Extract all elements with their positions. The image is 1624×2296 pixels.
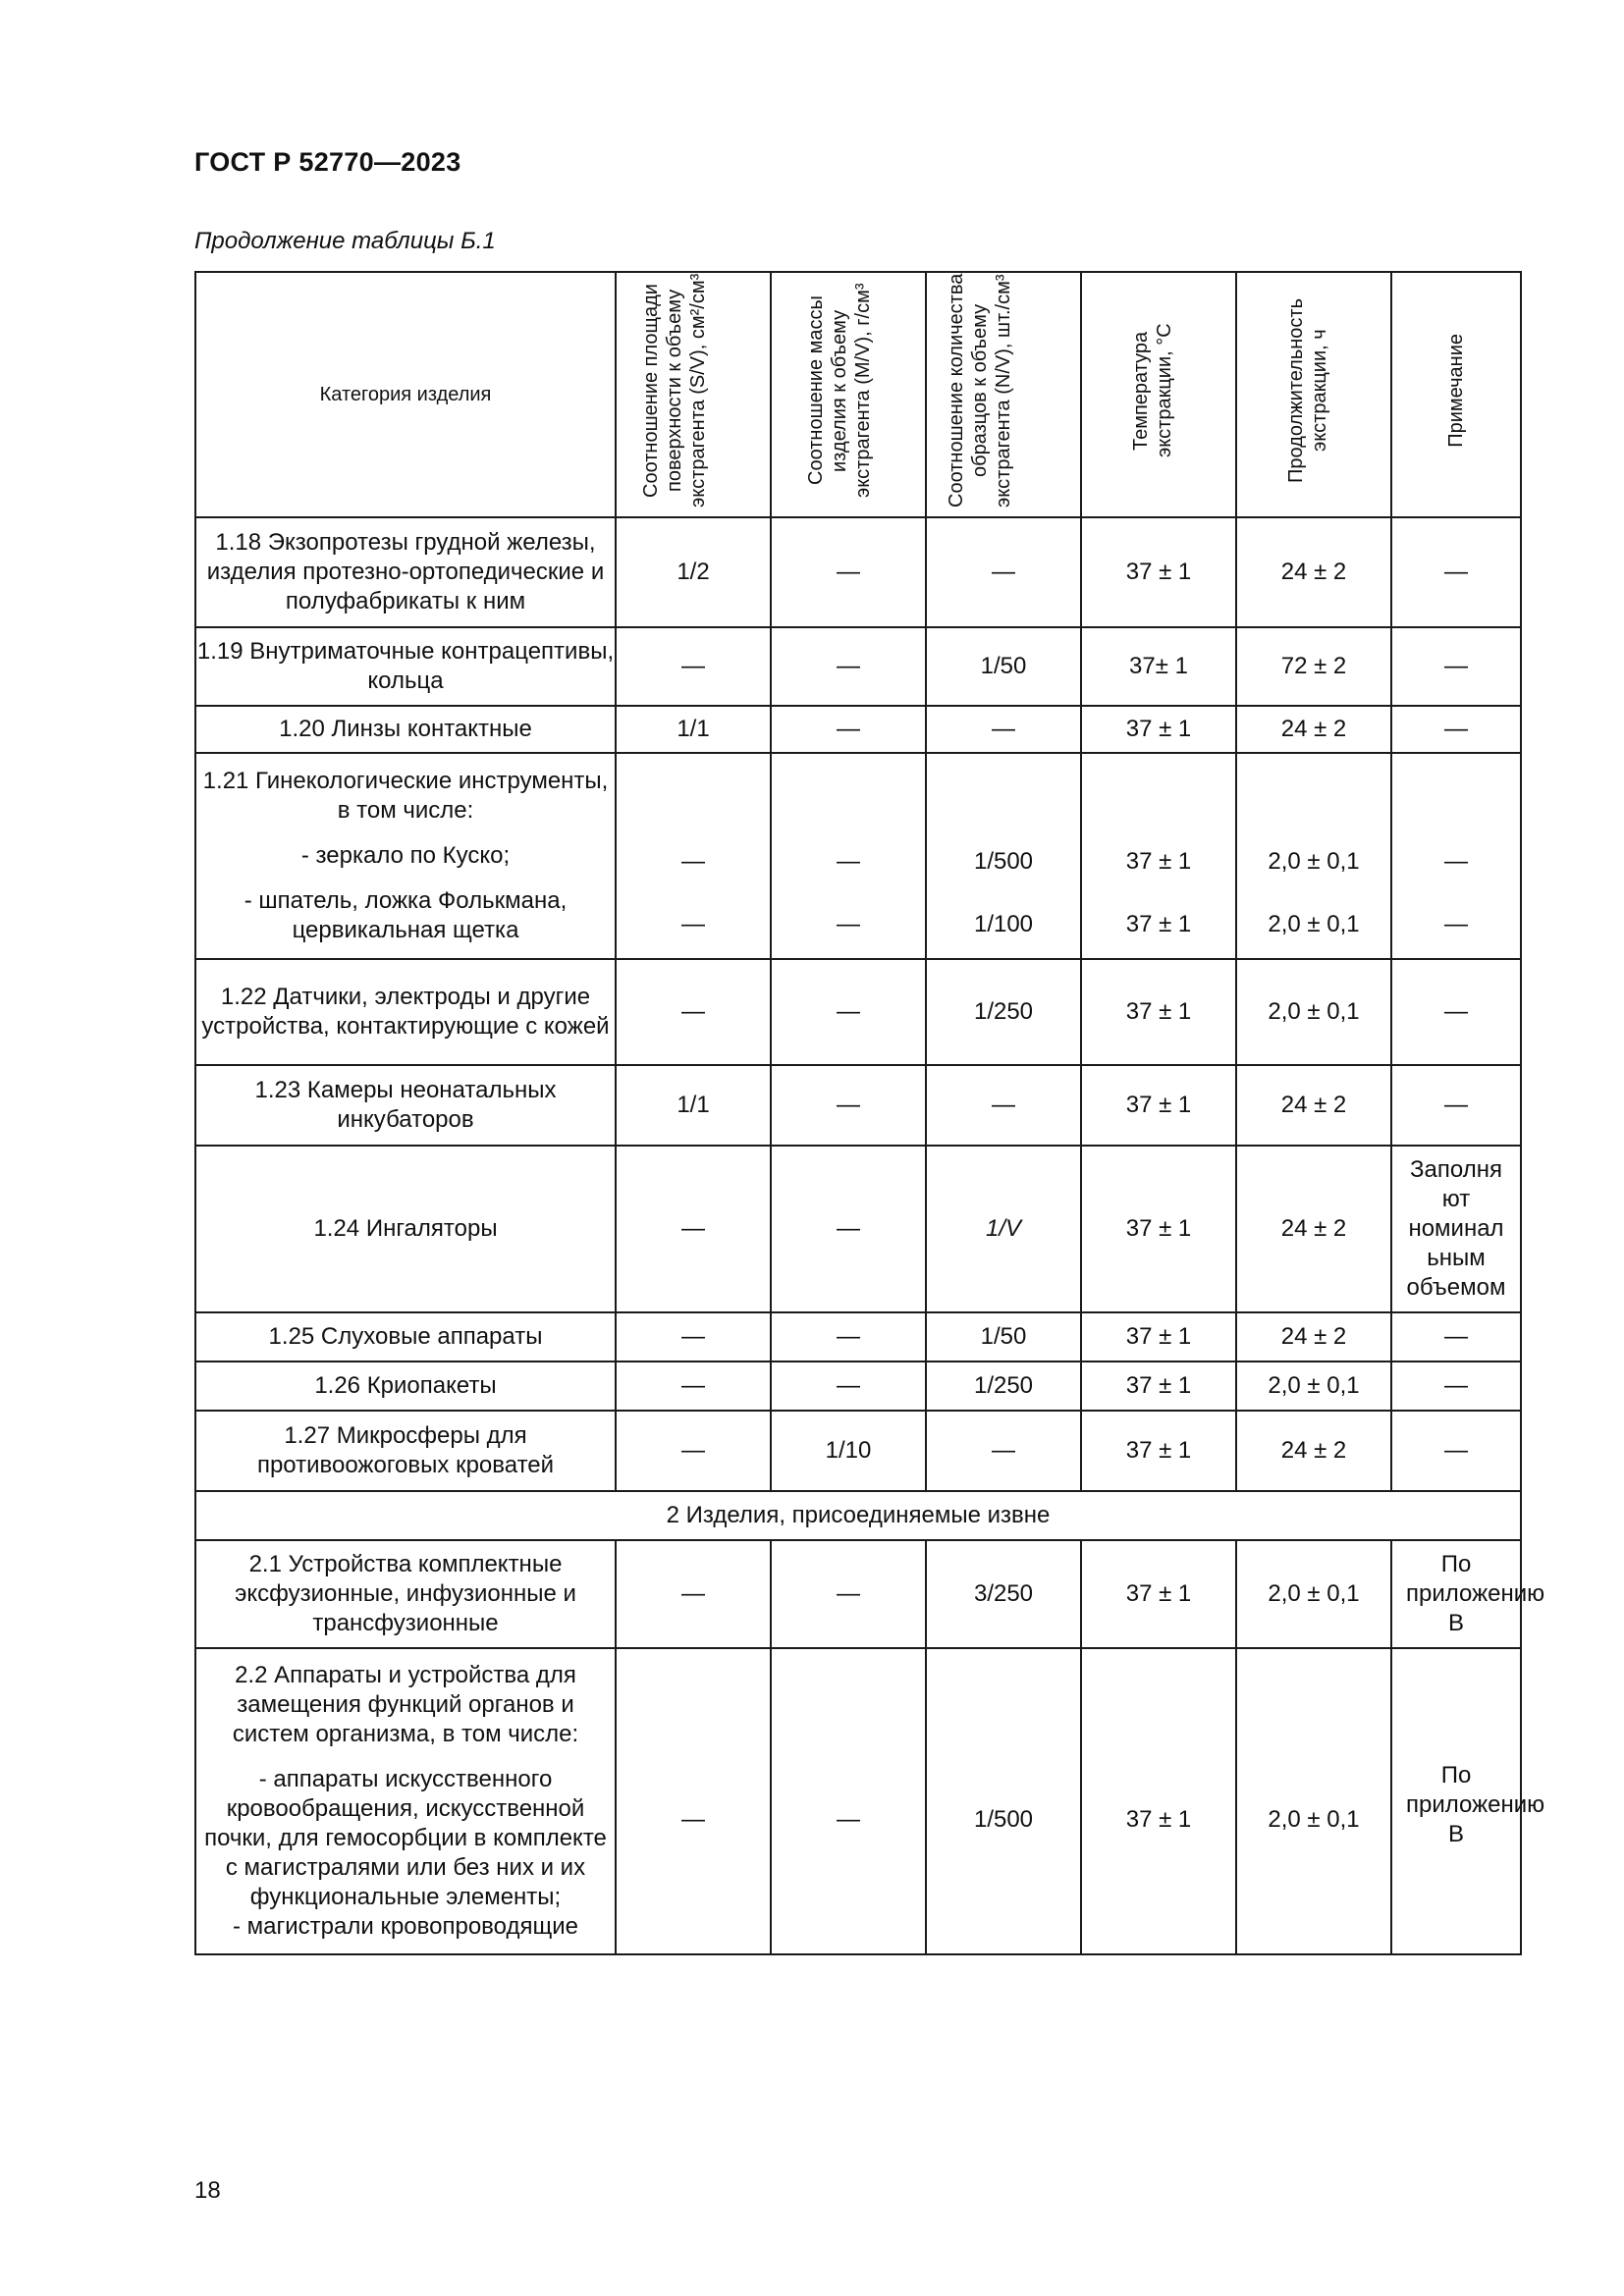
table-row bbox=[195, 1362, 1521, 1411]
dur-value: 2,0 ± 0,1 bbox=[1268, 848, 1360, 875]
sv-cell: — bbox=[616, 627, 771, 706]
sv-cell: 1/1 bbox=[616, 1065, 771, 1146]
category-cell: 1.23 Камеры неонатальных инкубаторов bbox=[195, 1065, 616, 1146]
note-cell: — bbox=[1391, 1411, 1521, 1491]
category-cell bbox=[195, 1648, 616, 1954]
sv-cell: — bbox=[616, 1362, 771, 1411]
table-header-row bbox=[195, 272, 1521, 517]
temp-cell: 37± 1 bbox=[1081, 627, 1236, 706]
sv-cell: — bbox=[616, 1312, 771, 1362]
nv-cell: — bbox=[926, 706, 1081, 753]
col-header-dur bbox=[1236, 272, 1391, 517]
sv-cell: — bbox=[616, 1146, 771, 1312]
note-value: — bbox=[1444, 848, 1468, 875]
sv-cell bbox=[616, 753, 771, 959]
category-subitem: - магистрали кровопроводящие bbox=[233, 1913, 578, 1940]
table-row bbox=[195, 706, 1521, 753]
dur-cell: 24 ± 2 bbox=[1236, 1312, 1391, 1362]
note-cell: — bbox=[1391, 627, 1521, 706]
mv-value: — bbox=[837, 848, 860, 875]
table-caption: Продолжение таблицы Б.1 bbox=[194, 228, 496, 254]
sv-cell: — bbox=[616, 1411, 771, 1491]
note-cell: — bbox=[1391, 517, 1521, 627]
mv-cell: — bbox=[771, 1065, 926, 1146]
category-cell: 1.27 Микросферы для противоожоговых кроватей bbox=[195, 1411, 616, 1491]
col-header-temp-text: Температура экстракции, °С bbox=[1130, 323, 1175, 458]
dur-cell: 2,0 ± 0,1 bbox=[1236, 1540, 1391, 1648]
temp-cell: 37 ± 1 bbox=[1081, 1411, 1236, 1491]
nv-cell: 1/50 bbox=[926, 1312, 1081, 1362]
extraction-table bbox=[194, 271, 1545, 1955]
mv-cell: — bbox=[771, 1146, 926, 1312]
note-cell: — bbox=[1391, 706, 1521, 753]
mv-cell: — bbox=[771, 1540, 926, 1648]
mv-cell: — bbox=[771, 1648, 926, 1954]
mv-cell: — bbox=[771, 517, 926, 627]
nv-cell: 1/500 bbox=[926, 1648, 1081, 1954]
nv-cell: 1/50 bbox=[926, 627, 1081, 706]
dur-cell: 2,0 ± 0,1 bbox=[1236, 959, 1391, 1065]
nv-cell: 1/250 bbox=[926, 959, 1081, 1065]
sv-value: — bbox=[681, 911, 705, 937]
nv-value: 1/100 bbox=[973, 911, 1034, 937]
col-header-mv bbox=[771, 272, 926, 517]
table-row bbox=[195, 1065, 1521, 1146]
table-row bbox=[195, 1146, 1521, 1312]
table-row bbox=[195, 959, 1521, 1065]
col-header-dur-text: Продолжительность экстракции, ч bbox=[1285, 298, 1330, 483]
category-text: 1.21 Гинекологические инструменты, в том числе: bbox=[202, 768, 609, 824]
col-header-note bbox=[1391, 272, 1521, 517]
note-cell: Заполняют номинальным объемом bbox=[1391, 1146, 1521, 1312]
note-cell: — bbox=[1391, 1065, 1521, 1146]
col-header-note-text: Примечание bbox=[1445, 334, 1467, 448]
temp-cell: 37 ± 1 bbox=[1081, 517, 1236, 627]
sv-cell: — bbox=[616, 1540, 771, 1648]
dur-cell bbox=[1236, 753, 1391, 959]
table-row bbox=[195, 1312, 1521, 1362]
note-cell: По приложению В bbox=[1391, 1540, 1521, 1648]
temp-cell: 37 ± 1 bbox=[1081, 959, 1236, 1065]
dur-cell: 24 ± 2 bbox=[1236, 517, 1391, 627]
temp-value: 37 ± 1 bbox=[1125, 911, 1192, 937]
note-cell: — bbox=[1391, 1362, 1521, 1411]
category-cell: 2.1 Устройства комплектные эксфузионные, инфузионные и трансфузионные bbox=[195, 1540, 616, 1648]
dur-cell: 24 ± 2 bbox=[1236, 706, 1391, 753]
col-header-sv-text: Соотношение площади поверхности к объему экстрагента (S/V), см²/см³ bbox=[640, 273, 709, 508]
note-cell: — bbox=[1391, 1312, 1521, 1362]
sv-cell: 1/2 bbox=[616, 517, 771, 627]
dur-cell: 24 ± 2 bbox=[1236, 1065, 1391, 1146]
category-cell: 1.24 Ингаляторы bbox=[195, 1146, 616, 1312]
dur-cell: 24 ± 2 bbox=[1236, 1411, 1391, 1491]
table-row bbox=[195, 1540, 1521, 1648]
mv-cell: — bbox=[771, 706, 926, 753]
category-subitem: - шпатель, ложка Фолькмана, цервикальная щетка bbox=[244, 887, 568, 943]
col-header-mv-text: Соотношение массы изделия к объему экстрагента (M/V), г/см³ bbox=[805, 283, 874, 499]
temp-cell: 37 ± 1 bbox=[1081, 1648, 1236, 1954]
category-cell: 1.22 Датчики, электроды и другие устройства, контактирующие с кожей bbox=[195, 959, 616, 1065]
mv-cell: 1/10 bbox=[771, 1411, 926, 1491]
temp-cell bbox=[1081, 753, 1236, 959]
col-header-category: Категория изделия bbox=[195, 272, 616, 517]
col-header-sv bbox=[616, 272, 771, 517]
dur-cell: 72 ± 2 bbox=[1236, 627, 1391, 706]
nv-cell: — bbox=[926, 1065, 1081, 1146]
nv-cell: — bbox=[926, 517, 1081, 627]
group-heading: 2 Изделия, присоединяемые извне bbox=[195, 1491, 1521, 1540]
dur-cell: 2,0 ± 0,1 bbox=[1236, 1648, 1391, 1954]
temp-cell: 37 ± 1 bbox=[1081, 1065, 1236, 1146]
category-text: 2.2 Аппараты и устройства для замещения функций органов и систем организма, в том числе: bbox=[232, 1662, 579, 1747]
mv-value: — bbox=[837, 911, 860, 937]
nv-cell: — bbox=[926, 1411, 1081, 1491]
category-cell: 1.26 Криопакеты bbox=[195, 1362, 616, 1411]
category-cell bbox=[195, 753, 616, 959]
category-cell: 1.20 Линзы контактные bbox=[195, 706, 616, 753]
col-header-nv-text: Соотношение количества образцов к объему экстрагента (N/V), шт./см³ bbox=[946, 273, 1014, 508]
category-cell: 1.25 Слуховые аппараты bbox=[195, 1312, 616, 1362]
note-value: — bbox=[1444, 911, 1468, 937]
table-row bbox=[195, 627, 1521, 706]
nv-value: 1/500 bbox=[973, 848, 1034, 875]
nv-cell: 1/V bbox=[926, 1146, 1081, 1312]
dur-value: 2,0 ± 0,1 bbox=[1268, 911, 1360, 937]
temp-cell: 37 ± 1 bbox=[1081, 1540, 1236, 1648]
document-header: ГОСТ Р 52770—2023 bbox=[194, 147, 461, 177]
dur-cell: 24 ± 2 bbox=[1236, 1146, 1391, 1312]
sv-cell: 1/1 bbox=[616, 706, 771, 753]
note-cell: — bbox=[1391, 959, 1521, 1065]
dur-cell: 2,0 ± 0,1 bbox=[1236, 1362, 1391, 1411]
category-subitem: - аппараты искусственного кровообращения, искусственной почки, для гемосорбции в комплекте с магистралями или без них и их функциональные элементы; bbox=[204, 1766, 607, 1910]
mv-cell bbox=[771, 753, 926, 959]
mv-cell: — bbox=[771, 1312, 926, 1362]
temp-cell: 37 ± 1 bbox=[1081, 706, 1236, 753]
temp-cell: 37 ± 1 bbox=[1081, 1146, 1236, 1312]
nv-cell bbox=[926, 753, 1081, 959]
sv-cell: — bbox=[616, 959, 771, 1065]
group-row bbox=[195, 1491, 1521, 1540]
note-cell: По приложению В bbox=[1391, 1648, 1521, 1954]
category-subitem: - зеркало по Куско; bbox=[300, 842, 511, 869]
col-header-nv bbox=[926, 272, 1081, 517]
page-number: 18 bbox=[194, 2177, 221, 2204]
table-row bbox=[195, 1648, 1521, 1954]
nv-cell: 3/250 bbox=[926, 1540, 1081, 1648]
temp-cell: 37 ± 1 bbox=[1081, 1362, 1236, 1411]
table-row bbox=[195, 753, 1521, 959]
table-row bbox=[195, 517, 1521, 627]
temp-value: 37 ± 1 bbox=[1125, 848, 1192, 875]
table-row bbox=[195, 1411, 1521, 1491]
category-cell: 1.18 Экзопротезы грудной железы, изделия протезно-ортопедические и полуфабрикаты к ним bbox=[195, 517, 616, 627]
note-cell bbox=[1391, 753, 1521, 959]
mv-cell: — bbox=[771, 959, 926, 1065]
nv-cell: 1/250 bbox=[926, 1362, 1081, 1411]
mv-cell: — bbox=[771, 1362, 926, 1411]
category-cell: 1.19 Внутриматочные контрацептивы, кольца bbox=[195, 627, 616, 706]
temp-cell: 37 ± 1 bbox=[1081, 1312, 1236, 1362]
sv-cell: — bbox=[616, 1648, 771, 1954]
col-header-temp bbox=[1081, 272, 1236, 517]
mv-cell: — bbox=[771, 627, 926, 706]
sv-value: — bbox=[681, 848, 705, 875]
